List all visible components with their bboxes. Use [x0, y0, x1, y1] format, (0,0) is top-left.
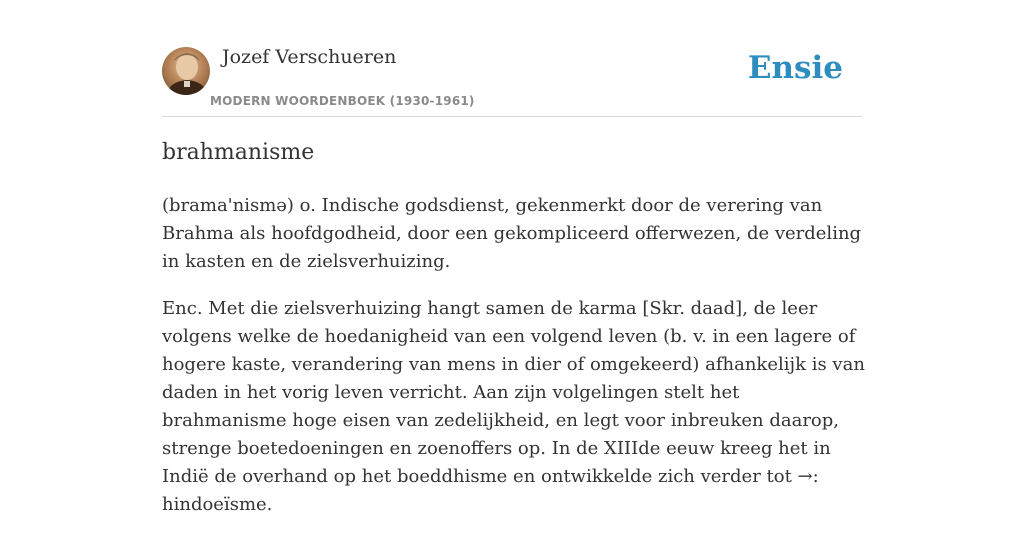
entry-title: brahmanisme — [162, 140, 315, 165]
entry-body — [162, 192, 867, 538]
author-avatar[interactable] — [162, 47, 210, 95]
definition-paragraph: (brama'nismə) o. Indische godsdienst, gekenmerkt door de verering van Brahma als hoofdgodheid, door een gekompliceerd offerwezen, de verdeling in kasten en de zielsverhuizing. — [162, 195, 862, 272]
encyclopedia-paragraph: Enc. Met die zielsverhuizing hangt samen de karma [Skr. daad], de leer volgens welke de hoedanigheid van een volgend leven (b. v. in een lagere of hogere kaste, verandering van mens in dier of omgekeerd) afhankelijk is van daden in het vorig leven verricht. Aan zijn volgelingen stelt het brahmanisme hoge eisen van zedelijkheid, en legt voor inbreuken daarop, strenge boetedoeningen en zoenoffers op. In de XIIIde eeuw kreeg het in Indië de overhand op het boeddhisme en ontwikkelde zich verder tot →: hindoeïsme. — [162, 298, 865, 515]
author-name[interactable]: Jozef Verschueren — [222, 46, 397, 68]
source-dictionary[interactable]: MODERN WOORDENBOEK (1930-1961) — [210, 94, 475, 108]
ensie-logo[interactable]: Ensie — [747, 50, 843, 86]
entry-header — [162, 42, 862, 117]
